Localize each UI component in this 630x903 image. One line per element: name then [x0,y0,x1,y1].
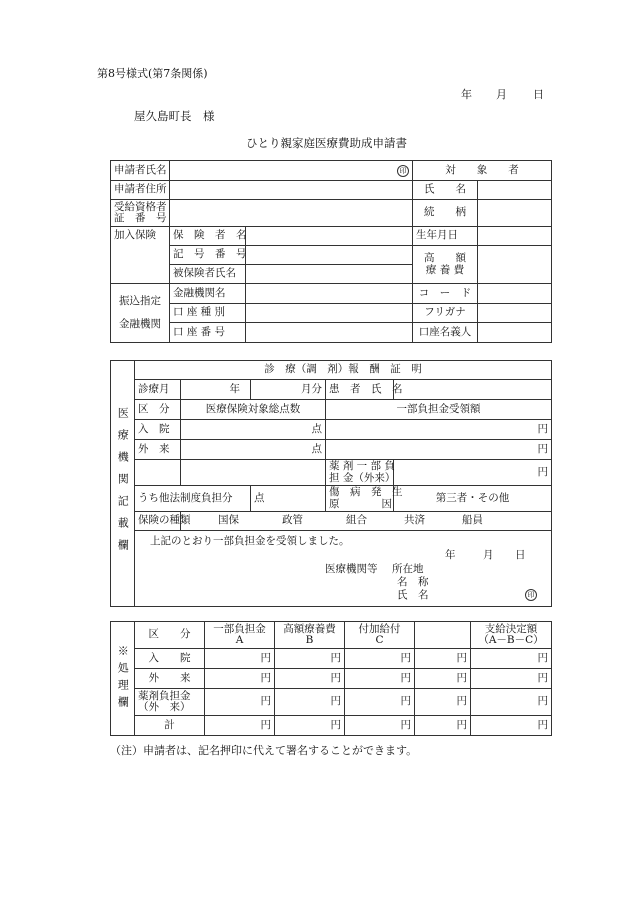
col-a-header [205,622,275,649]
bank-name-field[interactable] [246,284,413,304]
dob-label: 生年月日 [413,227,478,246]
medical-title: 診 療（調 剤）報 酬 証 明 [135,361,552,380]
row-label-outpatient: 外 来 [135,669,205,689]
header-date-day: 日 [533,88,544,101]
insurance-type-options [181,512,552,531]
location-label: 所在地 [392,563,424,575]
high-cost-label [413,246,478,284]
cell-e[interactable]: 円 [471,649,552,669]
header-date-month: 月 [496,88,507,101]
seal-mark: 印 [525,589,537,601]
ins-type-kyosai[interactable]: 共済 [404,514,425,527]
insured-name-field[interactable] [246,265,413,284]
table-row [111,689,552,716]
cert-date-day: 日 [515,549,526,561]
insurer-name-label: 保 険 者 名 [170,227,246,246]
ins-type-senin[interactable]: 船員 [462,514,483,527]
proc-division-label: 区 分 [135,622,205,649]
blank-cell [135,460,181,486]
processing-table [110,621,552,736]
cell-c[interactable]: 円 [345,669,415,689]
cell-d[interactable]: 円 [415,669,471,689]
person-name-field[interactable] [478,181,552,200]
applicant-address-field[interactable] [170,181,413,200]
yen-unit: 円 [537,422,548,435]
cell-c[interactable]: 円 [345,716,415,736]
cert-date-year: 年 [445,549,456,561]
applicant-address-label: 申請者住所 [111,181,170,200]
form-number: 第8号様式(第7条関係) [97,67,208,80]
applicant-name-label: 申請者氏名 [111,161,170,181]
col-a-line1: 一部負担金 [213,622,266,635]
symbol-number-field[interactable] [246,246,413,265]
cert-label-line1: 受給資格者 [114,200,167,213]
treatment-year: 年 [181,380,251,400]
table-row [111,716,552,736]
cell-e[interactable]: 円 [471,689,552,716]
medical-side-label: 医療機関記載欄 [111,361,135,607]
cell-e[interactable]: 円 [471,716,552,736]
account-holder-label: 口座名義人 [413,323,478,343]
row-label-drug [135,689,205,716]
drug-copay-line1: 薬 剤 一 部 負 [329,460,395,473]
insurance-label: 加入保険 [111,227,170,284]
transfer-line2: 金融機関 [119,317,161,330]
relation-field[interactable] [478,200,552,227]
processing-side-label: ※処理欄 [111,622,135,736]
insurer-name-field[interactable] [246,227,413,246]
drug-copay-line2: 担 金（外来） [329,471,396,484]
relation-label: 続 柄 [413,200,478,227]
person-name-label: 氏 名 [413,181,478,200]
yen-unit: 円 [537,465,548,478]
code-field[interactable] [478,284,552,304]
cell-d[interactable]: 円 [415,689,471,716]
point-unit: 点 [311,422,322,435]
drug-copay-field[interactable] [394,460,552,486]
header-date-year: 年 [461,88,472,101]
furigana-label: フリガナ [413,304,478,323]
symbol-number-label: 記 号 番 号 [170,246,246,265]
cell-a[interactable]: 円 [205,689,275,716]
seal-icon [525,589,537,601]
row-label-inpatient: 入 院 [135,649,205,669]
outpatient-label: 外 来 [135,440,181,460]
cell-a[interactable]: 円 [205,649,275,669]
footnote: （注）申請者は、記名押印に代えて署名することができます。 [110,744,418,757]
transfer-line1: 振込指定 [119,295,161,308]
account-holder-field[interactable] [478,323,552,343]
certificate-number-label [111,200,170,227]
point-unit: 点 [254,491,265,504]
ins-type-kumiai[interactable]: 組合 [346,514,367,527]
cell-a[interactable]: 円 [205,669,275,689]
col-b-line2: B [305,634,314,646]
outpatient-copay-field[interactable] [326,440,552,460]
page-title: ひとり親家庭医療費助成申請書 [246,136,407,150]
seal-icon: 印 [397,165,409,177]
cell-b[interactable]: 円 [275,669,345,689]
account-number-field[interactable] [246,323,413,343]
table-row [111,649,552,669]
account-type-field[interactable] [246,304,413,323]
transfer-label [111,284,170,343]
cell-b[interactable]: 円 [275,716,345,736]
col-b-header [275,622,345,649]
high-cost-line1: 高 額 [424,252,466,265]
applicant-table [110,160,552,343]
cell-a[interactable]: 円 [205,716,275,736]
blank-cell [181,460,326,486]
cell-d[interactable]: 円 [415,649,471,669]
division-label: 区 分 [135,400,181,420]
col-b-line1: 高額療養費 [283,622,336,635]
treatment-month: 月分 [251,380,326,400]
other-burden-label: うち他法制度負担分 [135,486,251,512]
received-statement: 上記のとおり一部負担金を受領しました。 [150,535,350,547]
ins-type-seikan[interactable]: 政管 [282,514,303,527]
col-a-line2: A [235,634,244,646]
drug-line1: 薬剤負担金 [138,689,191,702]
institution-name-label: 名 称 [397,576,429,588]
drug-copay-label [326,460,394,486]
cell-d[interactable]: 円 [415,716,471,736]
inpatient-label: 入 院 [135,420,181,440]
copay-received-label: 一部負担金受領額 [326,400,552,420]
code-label: コ ー ド [413,284,478,304]
cause-line2: 原 因 [329,497,392,510]
certification-block [135,531,552,607]
cause-line1: 傷 病 発 生 [329,486,403,499]
patient-name-label: 患 者 氏 名 [326,380,394,400]
third-party-option[interactable]: 第三者・その他 [394,486,552,512]
bank-name-label: 金融機関名 [170,284,246,304]
ins-type-kokuho[interactable]: 国保 [218,514,239,527]
cause-label [326,486,403,512]
medical-table [110,360,552,607]
cell-e[interactable]: 円 [471,669,552,689]
insurance-type-label: 保険の種類 [135,512,181,531]
col-e-line2: （A－B－C） [478,634,544,646]
col-d-header [415,622,471,649]
cert-date-month: 月 [483,549,494,561]
other-burden-field[interactable] [251,486,326,512]
col-c-line2: C [375,634,384,646]
furigana-field[interactable] [478,304,552,323]
cell-c[interactable]: 円 [345,649,415,669]
cell-c[interactable]: 円 [345,689,415,716]
applicant-name-field[interactable] [170,161,413,181]
col-e-header [471,622,552,649]
inpatient-copay-field[interactable] [326,420,552,440]
institution-label: 医療機関等 [325,563,378,575]
account-type-label: 口 座 種 別 [170,304,246,323]
insured-name-label: 被保険者氏名 [170,265,246,284]
col-c-line1: 付加給付 [358,622,401,635]
points-total-label: 医療保険対象総点数 [181,400,326,420]
account-number-label: 口 座 番 号 [170,323,246,343]
col-c-header [345,622,415,649]
patient-name-field[interactable] [394,380,552,400]
inpatient-points-field[interactable] [181,420,326,440]
col-e-line1: 支給決定額 [484,622,538,635]
drug-line2: （外 来） [138,701,191,713]
addressee: 屋久島町長 様 [134,109,215,123]
table-row [111,669,552,689]
cert-label-line2: 証 番 号 [114,212,167,224]
certificate-number-field[interactable] [170,200,413,227]
yen-unit: 円 [537,442,548,455]
person-name-label: 氏 名 [397,589,429,601]
high-cost-field[interactable] [478,246,552,284]
target-person-label: 対 象 者 [413,161,552,181]
cell-b[interactable]: 円 [275,689,345,716]
outpatient-points-field[interactable] [181,440,326,460]
row-label-total: 計 [135,716,205,736]
high-cost-line2: 療 養 費 [425,263,465,276]
treatment-month-label: 診療月 [135,380,181,400]
point-unit: 点 [311,442,322,455]
dob-field[interactable] [478,227,552,246]
cell-b[interactable]: 円 [275,649,345,669]
